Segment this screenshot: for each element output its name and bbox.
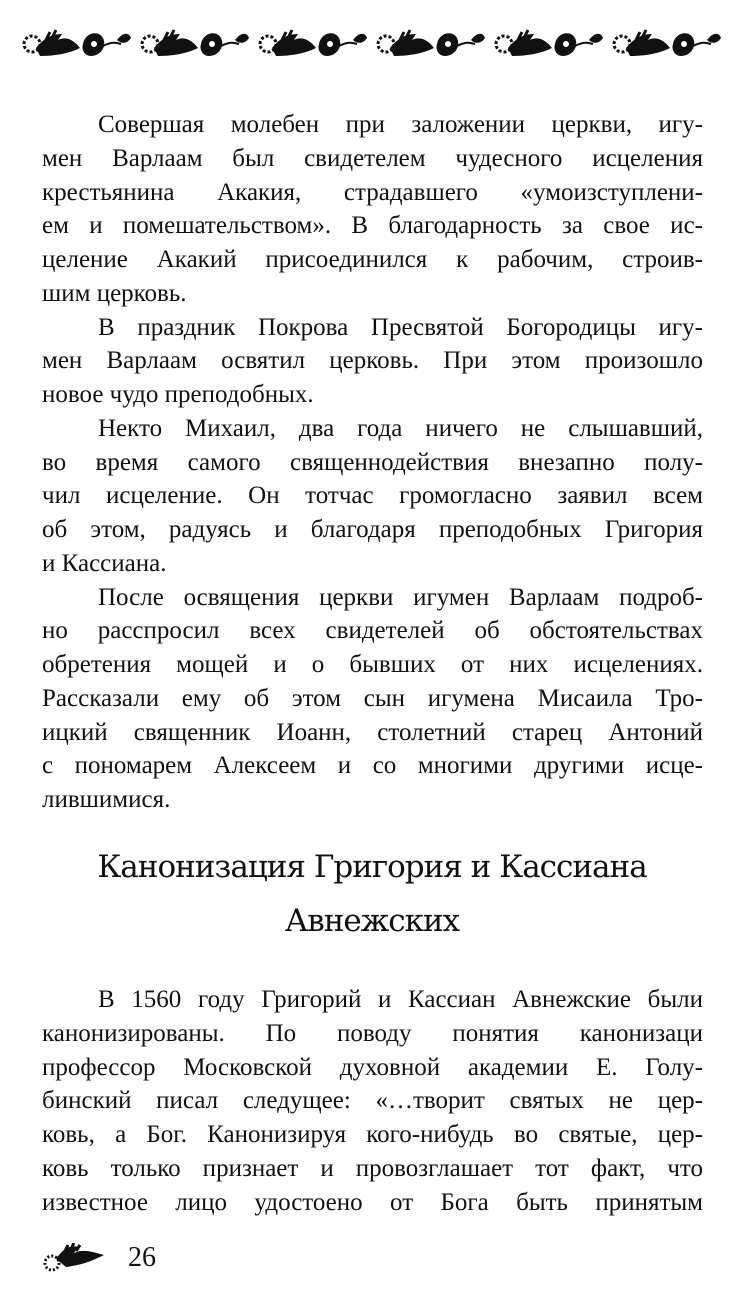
text-line: обретения мощей и о бывших от них исцелениях.	[42, 651, 703, 678]
text-line: В праздник Покрова Пресвятой Богородицы игу-	[98, 313, 703, 341]
text-line: во время самого священнодействия внезапно полу-	[42, 448, 703, 476]
ornament-motif	[614, 30, 670, 56]
ornament-motif	[82, 33, 131, 56]
text-line: ковь только признает и провозглашает тот факт, что	[42, 1154, 703, 1182]
text-line: новое чудо преподобных.	[42, 381, 314, 408]
ornament-motif	[554, 33, 603, 56]
text-line: В 1560 году Григорий и Кассиан Авнежские были	[98, 986, 703, 1013]
text-line: Совершая молебен при заложении церкви, игу-	[98, 111, 703, 138]
text-line: шим церковь.	[42, 279, 187, 307]
ornament-motif	[378, 30, 434, 56]
text-line: мен Варлаам был свидетелем чудесного исцеления	[42, 144, 703, 172]
heading-line-1: Канонизация Григория и Кассиана	[97, 849, 647, 885]
heading-line-2: Авнежских	[284, 903, 460, 939]
text-line: ем и помешательством». В благодарность за свое ис-	[42, 212, 703, 240]
text-line: крестьянина Акакия, страдавшего «умоизступлени-	[42, 178, 703, 206]
ornament-motif	[24, 30, 80, 56]
text-line: ицкий священник Иоанн, столетний старец Антоний	[42, 718, 703, 746]
ornament-motif	[200, 33, 249, 56]
body-text-bottom	[42, 983, 703, 1219]
text-line: известное лицо удостоено от Бога быть принятым	[42, 1188, 703, 1216]
text-line: целение Акакий присоединился к рабочим, строив-	[42, 246, 703, 273]
floral-leaf-icon	[42, 1243, 108, 1273]
body-text-top	[42, 108, 703, 817]
text-line: После освящения церкви игумен Варлаам подроб-	[98, 583, 703, 611]
ornament-motif	[318, 33, 367, 56]
text-line: но расспросил всех свидетелей об обстоятельствах	[42, 617, 703, 645]
ornament-motif	[142, 30, 198, 56]
ornament-motif	[260, 30, 316, 56]
ornament-motif	[436, 33, 485, 56]
text-line: чил исцеление. Он тотчас громогласно заявил всем	[42, 482, 703, 510]
text-line: ковь, а Бог. Канонизируя кого-нибудь во святые, цер-	[42, 1121, 703, 1148]
text-line: с пономарем Алексеем и со многими другими исце-	[42, 752, 703, 780]
text-line: Некто Михаил, два года ничего не слышавший,	[98, 414, 703, 442]
text-line: бинский писал следущее: «…творит святых не цер-	[42, 1087, 703, 1115]
section-heading	[0, 840, 744, 948]
floral-ornament-border	[22, 20, 734, 66]
text-line: профессор Московской духовной академии Е. Голу-	[42, 1053, 703, 1081]
text-line: Рассказали ему об этом сын игумена Мисаила Тро-	[42, 684, 703, 712]
text-line: лившимися.	[42, 786, 171, 813]
text-line: об этом, радуясь и благодаря преподобных Григория	[42, 516, 703, 543]
text-line: канонизированы. По поводу понятия канонизаци	[42, 1019, 703, 1047]
text-line: и Кассиана.	[42, 549, 167, 577]
page-footer	[42, 1242, 156, 1274]
ornament-motif	[496, 30, 552, 56]
ornament-motif	[672, 33, 721, 56]
text-line: мен Варлаам освятил церковь. При этом произошло	[42, 347, 703, 375]
page-number: 26	[128, 1242, 156, 1273]
